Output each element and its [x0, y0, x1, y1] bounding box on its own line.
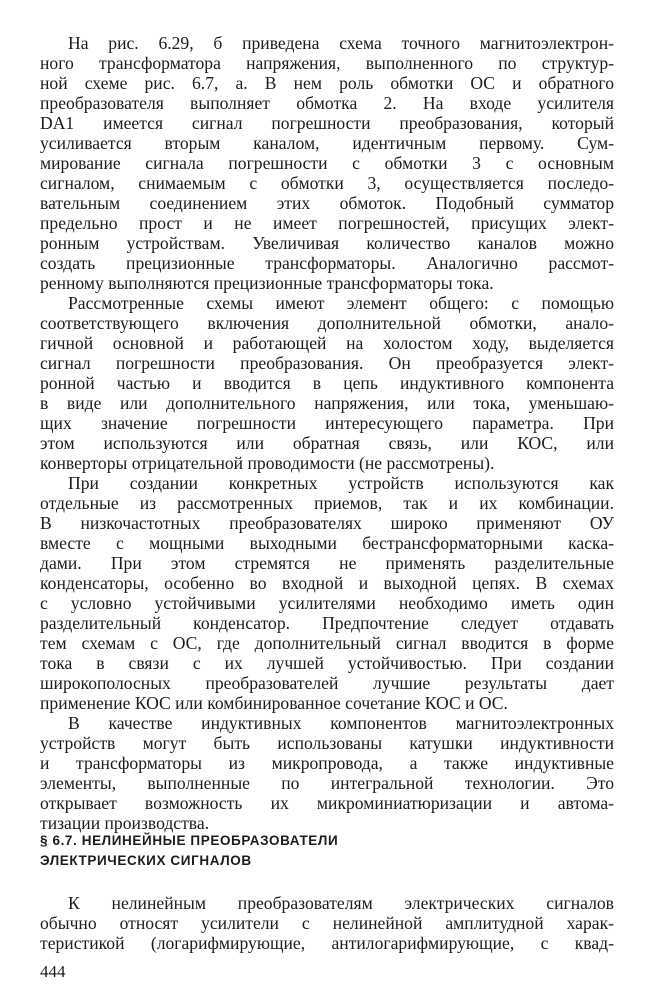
text-line: в виде или дополнительного напряжения, или тока, уменьшаю-: [40, 393, 614, 413]
text-line: тем схемам с ОС, где дополнительный сигнал вводится в форме: [40, 633, 614, 653]
text-line: ренному выполняются прецизионные трансформаторы тока.: [40, 273, 494, 293]
text-line: широкополосных преобразователей лучшие результаты дает: [40, 673, 614, 693]
text-line: открывает возможность их микроминиатюризации и автома-: [40, 793, 614, 813]
text-line: DA1 имеется сигнал погрешности преобразования, который: [40, 113, 614, 133]
text-line: гичной основной и работающей на холостом ходу, выделяется: [40, 333, 614, 353]
page-number: 444: [40, 962, 66, 981]
text-line: сигнал погрешности преобразования. Он преобразуется элект-: [40, 353, 614, 373]
text-line: Рассмотренные схемы имеют элемент общего: с помощью: [68, 293, 614, 313]
text-line: конденсаторы, особенно во входной и выходной цепях. В схемах: [40, 573, 614, 593]
text-line: преобразователя выполняет обмотка 2. На входе усилителя: [40, 93, 614, 113]
text-line: тока в связи с их лучшей устойчивостью. При создании: [40, 653, 614, 673]
text-line: отдельные из рассмотренных приемов, так и их комбинации.: [40, 493, 614, 513]
text-line: вательным соединением этих обмоток. Подобный сумматор: [40, 193, 614, 213]
text-line: ного трансформатора напряжения, выполненного по структур-: [40, 53, 614, 73]
text-line: разделительный конденсатор. Предпочтение следует отдавать: [40, 613, 614, 633]
text-line: с условно устойчивыми усилителями необходимо иметь один: [40, 593, 614, 613]
text-line: дами. При этом стремятся не применять разделительные: [40, 553, 614, 573]
text-line: усиливается вторым каналом, идентичным первому. Сум-: [40, 133, 614, 153]
text-line: соответствующего включения дополнительной обмотки, анало-: [40, 313, 614, 333]
section-text: [40, 893, 614, 953]
text-line: мирование сигнала погрешности с обмотки 3 с основным: [40, 153, 614, 173]
text-line: предельно прост и не имеет погрешностей, присущих элект-: [40, 213, 614, 233]
text-line: ной схеме рис. 6.7, а. В нем роль обмотки ОС и обратного: [40, 73, 614, 93]
text-line: конверторы отрицательной проводимости (не рассмотрены).: [40, 453, 495, 473]
text-line: В качестве индуктивных компонентов магнитоэлектронных: [68, 713, 614, 733]
text-line: сигналом, снимаемым с обмотки 3, осуществляется последо-: [40, 173, 614, 193]
text-line: обычно относят усилители с нелинейной амплитудной харак-: [40, 913, 614, 933]
section-heading-line: § 6.7. НЕЛИНЕЙНЫЕ ПРЕОБРАЗОВАТЕЛИ: [40, 833, 339, 848]
text-line: этом используются или обратная связь, или КОС, или: [40, 433, 614, 453]
text-line: На рис. 6.29, б приведена схема точного магнитоэлектрон-: [68, 33, 614, 53]
text-line: При создании конкретных устройств используются как: [68, 473, 614, 493]
text-line: применение КОС или комбинированное сочетание КОС и ОС.: [40, 693, 508, 713]
body-text: [40, 33, 614, 833]
text-line: создать прецизионные трансформаторы. Аналогично рассмот-: [40, 253, 614, 273]
text-line: тизации производства.: [40, 813, 210, 833]
text-line: В низкочастотных преобразователях широко применяют ОУ: [40, 513, 614, 533]
text-line: К нелинейным преобразователям электрических сигналов: [68, 893, 614, 913]
text-line: ронным устройствам. Увеличивая количество каналов можно: [40, 233, 614, 253]
text-line: щих значение погрешности интересующего параметра. При: [40, 413, 614, 433]
section-heading-line: ЭЛЕКТРИЧЕСКИХ СИГНАЛОВ: [40, 853, 252, 868]
text-line: и трансформаторы из микропровода, а также индуктивные: [40, 753, 614, 773]
text-line: ронной частью и вводится в цепь индуктивного компонента: [40, 373, 614, 393]
text-line: устройств могут быть использованы катушки индуктивности: [40, 733, 614, 753]
text-line: теристикой (логарифмирующие, антилогарифмирующие, с квад-: [40, 933, 614, 953]
section-heading: [40, 831, 338, 871]
text-line: элементы, выполненные по интегральной технологии. Это: [40, 773, 614, 793]
text-line: вместе с мощными выходными бестрансформаторными каска-: [40, 533, 614, 553]
